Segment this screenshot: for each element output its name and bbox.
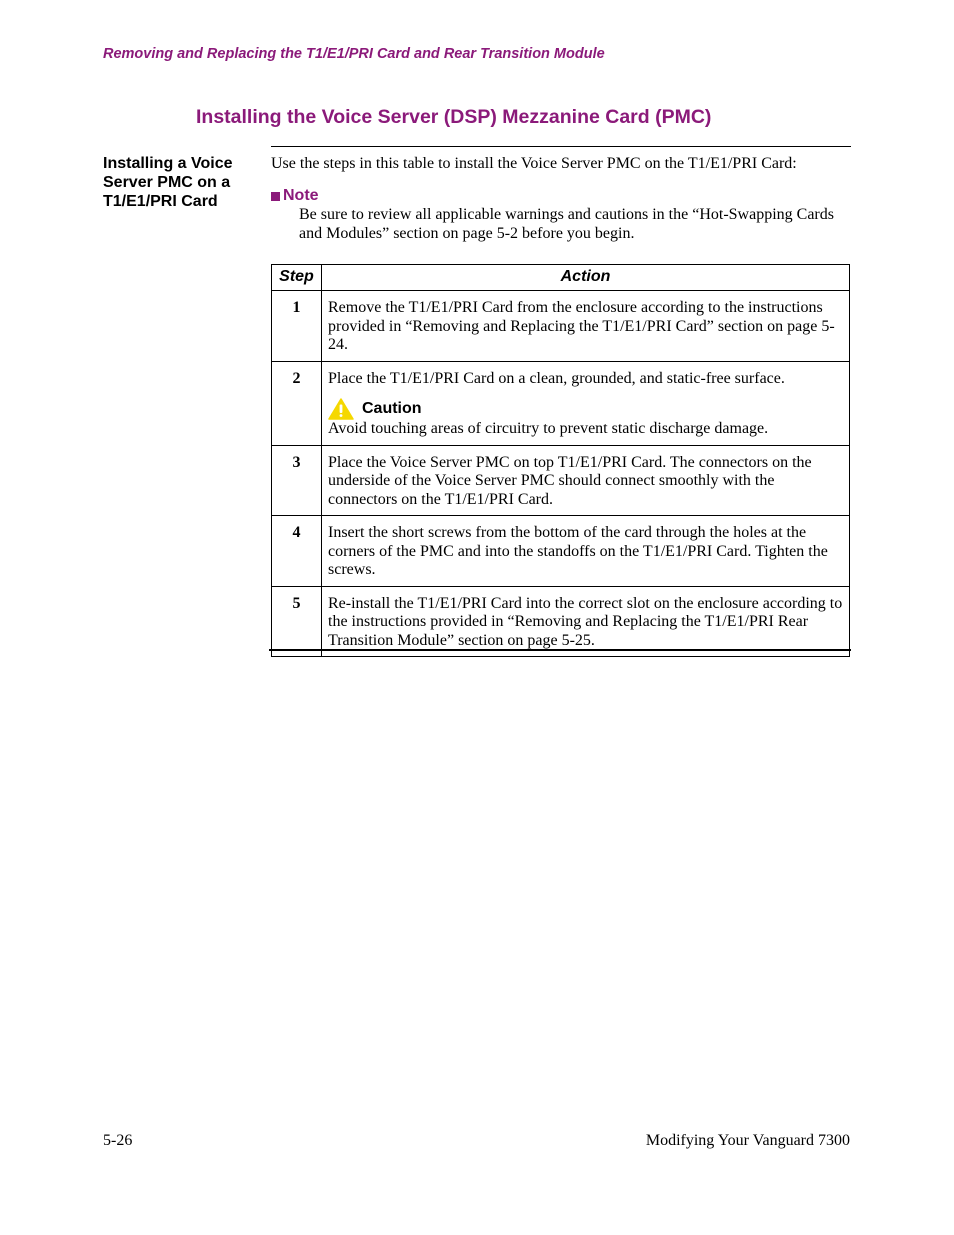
square-bullet-icon [271, 192, 280, 201]
step-action: Re-install the T1/E1/PRI Card into the correct slot on the enclosure according to the instructions provided in “Removing and Replacing the T1/E1/PRI Rear Transition Module” section on page 5-25. [322, 586, 850, 657]
table-row [272, 516, 850, 587]
steps-table [271, 264, 850, 657]
step-number: 4 [272, 516, 322, 587]
step-column-header: Step [272, 265, 322, 291]
step-number: 1 [272, 291, 322, 362]
step-action: Insert the short screws from the bottom of the card through the holes at the corners of the PMC and into the standoffs on the T1/E1/PRI Card. Tighten the screws. [322, 516, 850, 587]
step-number: 2 [272, 361, 322, 445]
warning-triangle-icon [328, 398, 354, 420]
caution-heading [328, 398, 843, 420]
step-action: Place the T1/E1/PRI Card on a clean, grounded, and static-free surface. [328, 369, 785, 387]
step-action-cell [322, 361, 850, 445]
note-heading [271, 187, 319, 205]
note-text: Be sure to review all applicable warnings and cautions in the “Hot-Swapping Cards and Modules” section on page 5-2 before you begin. [299, 206, 834, 242]
step-action: Place the Voice Server PMC on top T1/E1/PRI Card. The connectors on the underside of the Voice Server PMC should connect smoothly with the connectors on the T1/E1/PRI Card. [322, 445, 850, 516]
intro-text: Use the steps in this table to install the Voice Server PMC on the T1/E1/PRI Card: [271, 155, 797, 172]
running-header: Removing and Replacing the T1/E1/PRI Card and Rear Transition Module [103, 46, 605, 62]
table-row [272, 361, 850, 445]
page-number: 5-26 [103, 1132, 133, 1149]
note-label: Note [283, 187, 319, 204]
table-row [272, 291, 850, 362]
action-column-header: Action [322, 265, 850, 291]
section-rule-top [271, 146, 851, 147]
section-rule-bottom [269, 649, 851, 651]
book-title: Modifying Your Vanguard 7300 [645, 1132, 850, 1149]
table-row [272, 445, 850, 516]
caution-label: Caution [362, 399, 422, 417]
caution-text: Avoid touching areas of circuitry to prevent static discharge damage. [328, 420, 769, 437]
table-row [272, 586, 850, 657]
step-number: 3 [272, 445, 322, 516]
table-header-row [272, 265, 850, 291]
step-action: Remove the T1/E1/PRI Card from the enclosure according to the instructions provided in “Removing and Replacing the T1/E1/PRI Card” section on page 5-24. [322, 291, 850, 362]
section-title: Installing the Voice Server (DSP) Mezzanine Card (PMC) [196, 106, 712, 128]
side-heading: Installing a Voice Server PMC on a T1/E1/PRI Card [103, 155, 233, 210]
step-number: 5 [272, 586, 322, 657]
